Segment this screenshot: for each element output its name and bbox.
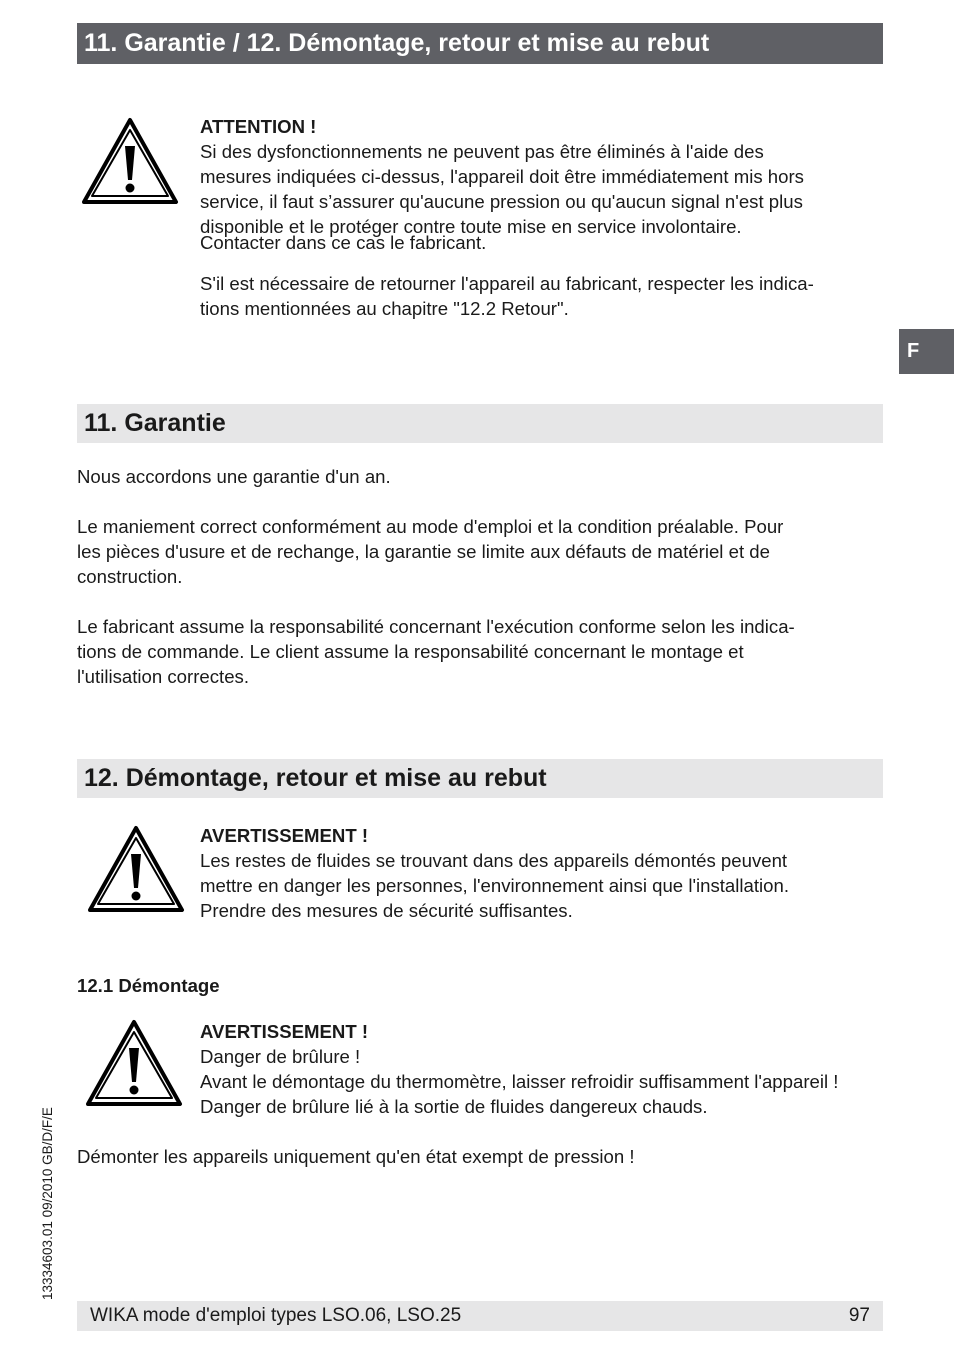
warning-line: Danger de brûlure lié à la sortie de fluides dangereux chauds. <box>200 1096 708 1117</box>
warning-triangle-icon <box>86 824 186 914</box>
text-line: Le maniement correct conformément au mode d'emploi et la condition préalable. Pour <box>77 516 784 537</box>
text-line: construction. <box>77 566 183 587</box>
warning-line: Les restes de fluides se trouvant dans des appareils démontés peuvent <box>200 850 788 871</box>
text-line: les pièces d'usure et de rechange, la garantie se limite aux défauts de matériel et de <box>77 541 770 562</box>
section-heading-garantie: 11. Garantie <box>77 404 883 443</box>
section-heading-demontage: 12. Démontage, retour et mise au rebut <box>77 759 883 798</box>
retour-line: S'il est nécessaire de retourner l'appareil au fabricant, respecter les indica- <box>200 273 814 294</box>
garantie-paragraph-1: Nous accordons une garantie d'un an. <box>77 466 391 487</box>
retour-line: tions mentionnées au chapitre "12.2 Retour". <box>200 298 569 319</box>
attention-line: mesures indiquées ci-dessus, l'appareil doit être immédiatement mis hors <box>200 166 804 187</box>
warning-line: Danger de brûlure ! <box>200 1046 361 1067</box>
language-tab-f: F <box>899 329 954 374</box>
attention-line: disponible et le protéger contre toute mise en service involontaire. <box>200 216 742 237</box>
attention-label: ATTENTION ! <box>200 116 317 137</box>
warning-line: Prendre des mesures de sécurité suffisantes. <box>200 900 573 921</box>
subsection-heading-demontage: 12.1 Démontage <box>77 975 220 996</box>
final-note: Démonter les appareils uniquement qu'en état exempt de pression ! <box>77 1146 635 1167</box>
text-line: tions de commande. Le client assume la responsabilité concernant le montage et <box>77 641 744 662</box>
page-number: 97 <box>848 1305 870 1326</box>
attention-block <box>200 114 890 239</box>
warning-label: AVERTISSEMENT ! <box>200 1021 369 1042</box>
warning-block-2 <box>200 1019 900 1119</box>
attention-retour <box>200 271 890 321</box>
garantie-paragraph-3 <box>77 614 883 689</box>
warning-label: AVERTISSEMENT ! <box>200 825 369 846</box>
warning-triangle-icon <box>80 116 180 206</box>
page-footer <box>77 1301 883 1331</box>
warning-line: mettre en danger les personnes, l'environnement ainsi que l'installation. <box>200 875 790 896</box>
footer-title: WIKA mode d'emploi types LSO.06, LSO.25 <box>90 1305 462 1326</box>
warning-line: Avant le démontage du thermomètre, laisser refroidir suffisamment l'appareil ! <box>200 1071 839 1092</box>
text-line: Le fabricant assume la responsabilité concernant l'exécution conforme selon les indica- <box>77 616 795 637</box>
page-header-title: 11. Garantie / 12. Démontage, retour et mise au rebut <box>77 23 883 64</box>
warning-block-1 <box>200 823 890 923</box>
attention-line: Si des dysfonctionnements ne peuvent pas être éliminés à l'aide des <box>200 141 764 162</box>
document-code: 13334603.01 09/2010 GB/D/F/E <box>40 1107 55 1300</box>
attention-line: service, il faut s’assurer qu'aucune pression ou qu'aucun signal n'est plus <box>200 191 803 212</box>
attention-contact: Contacter dans ce cas le fabricant. <box>200 232 487 253</box>
warning-triangle-icon <box>84 1018 184 1108</box>
text-line: l'utilisation correctes. <box>77 666 249 687</box>
garantie-paragraph-2 <box>77 514 883 589</box>
